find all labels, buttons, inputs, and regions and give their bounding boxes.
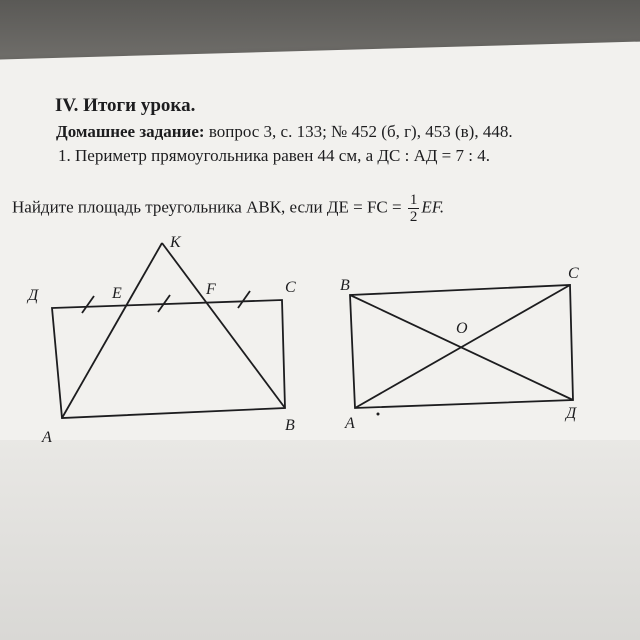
rectangle-adcb — [52, 300, 285, 418]
figure-2 — [350, 285, 573, 408]
diagonal-ca — [355, 285, 570, 408]
triangle-side-ak — [62, 243, 162, 418]
figure-1 — [52, 243, 285, 418]
problem-line-2-suffix: EF. — [421, 197, 445, 217]
tick-de — [82, 296, 94, 313]
label-c: С — [285, 279, 296, 296]
label-o: О — [456, 320, 468, 337]
tick-fc — [238, 291, 250, 308]
label-k: К — [170, 234, 181, 251]
label-d2: Д — [566, 405, 577, 422]
problem-line-1: 1. Периметр прямоугольника равен 44 см, а ДС : АД = 7 : 4. — [58, 146, 490, 165]
label-d: Д — [28, 287, 39, 304]
label-e: E — [112, 285, 122, 302]
problem-line-2-prefix: Найдите площадь треугольника АВК, если ДЕ = FC = — [12, 197, 406, 217]
fraction-denominator: 2 — [409, 209, 418, 225]
label-a: А — [42, 429, 52, 446]
label-c2: С — [568, 265, 579, 282]
homework-text: вопрос 3, с. 133; № 452 (б, г), 453 (в), 448. — [204, 122, 513, 141]
homework-label: Домашнее задание: — [56, 122, 205, 141]
section-heading: IV. Итоги урока. — [55, 95, 196, 116]
dot-mark — [377, 413, 380, 416]
label-a2: А — [345, 415, 355, 432]
fraction-numerator: 1 — [409, 192, 418, 208]
label-f: F — [206, 281, 216, 298]
label-b2: В — [340, 277, 350, 294]
label-b: В — [285, 417, 295, 434]
triangle-side-kb — [162, 243, 285, 408]
